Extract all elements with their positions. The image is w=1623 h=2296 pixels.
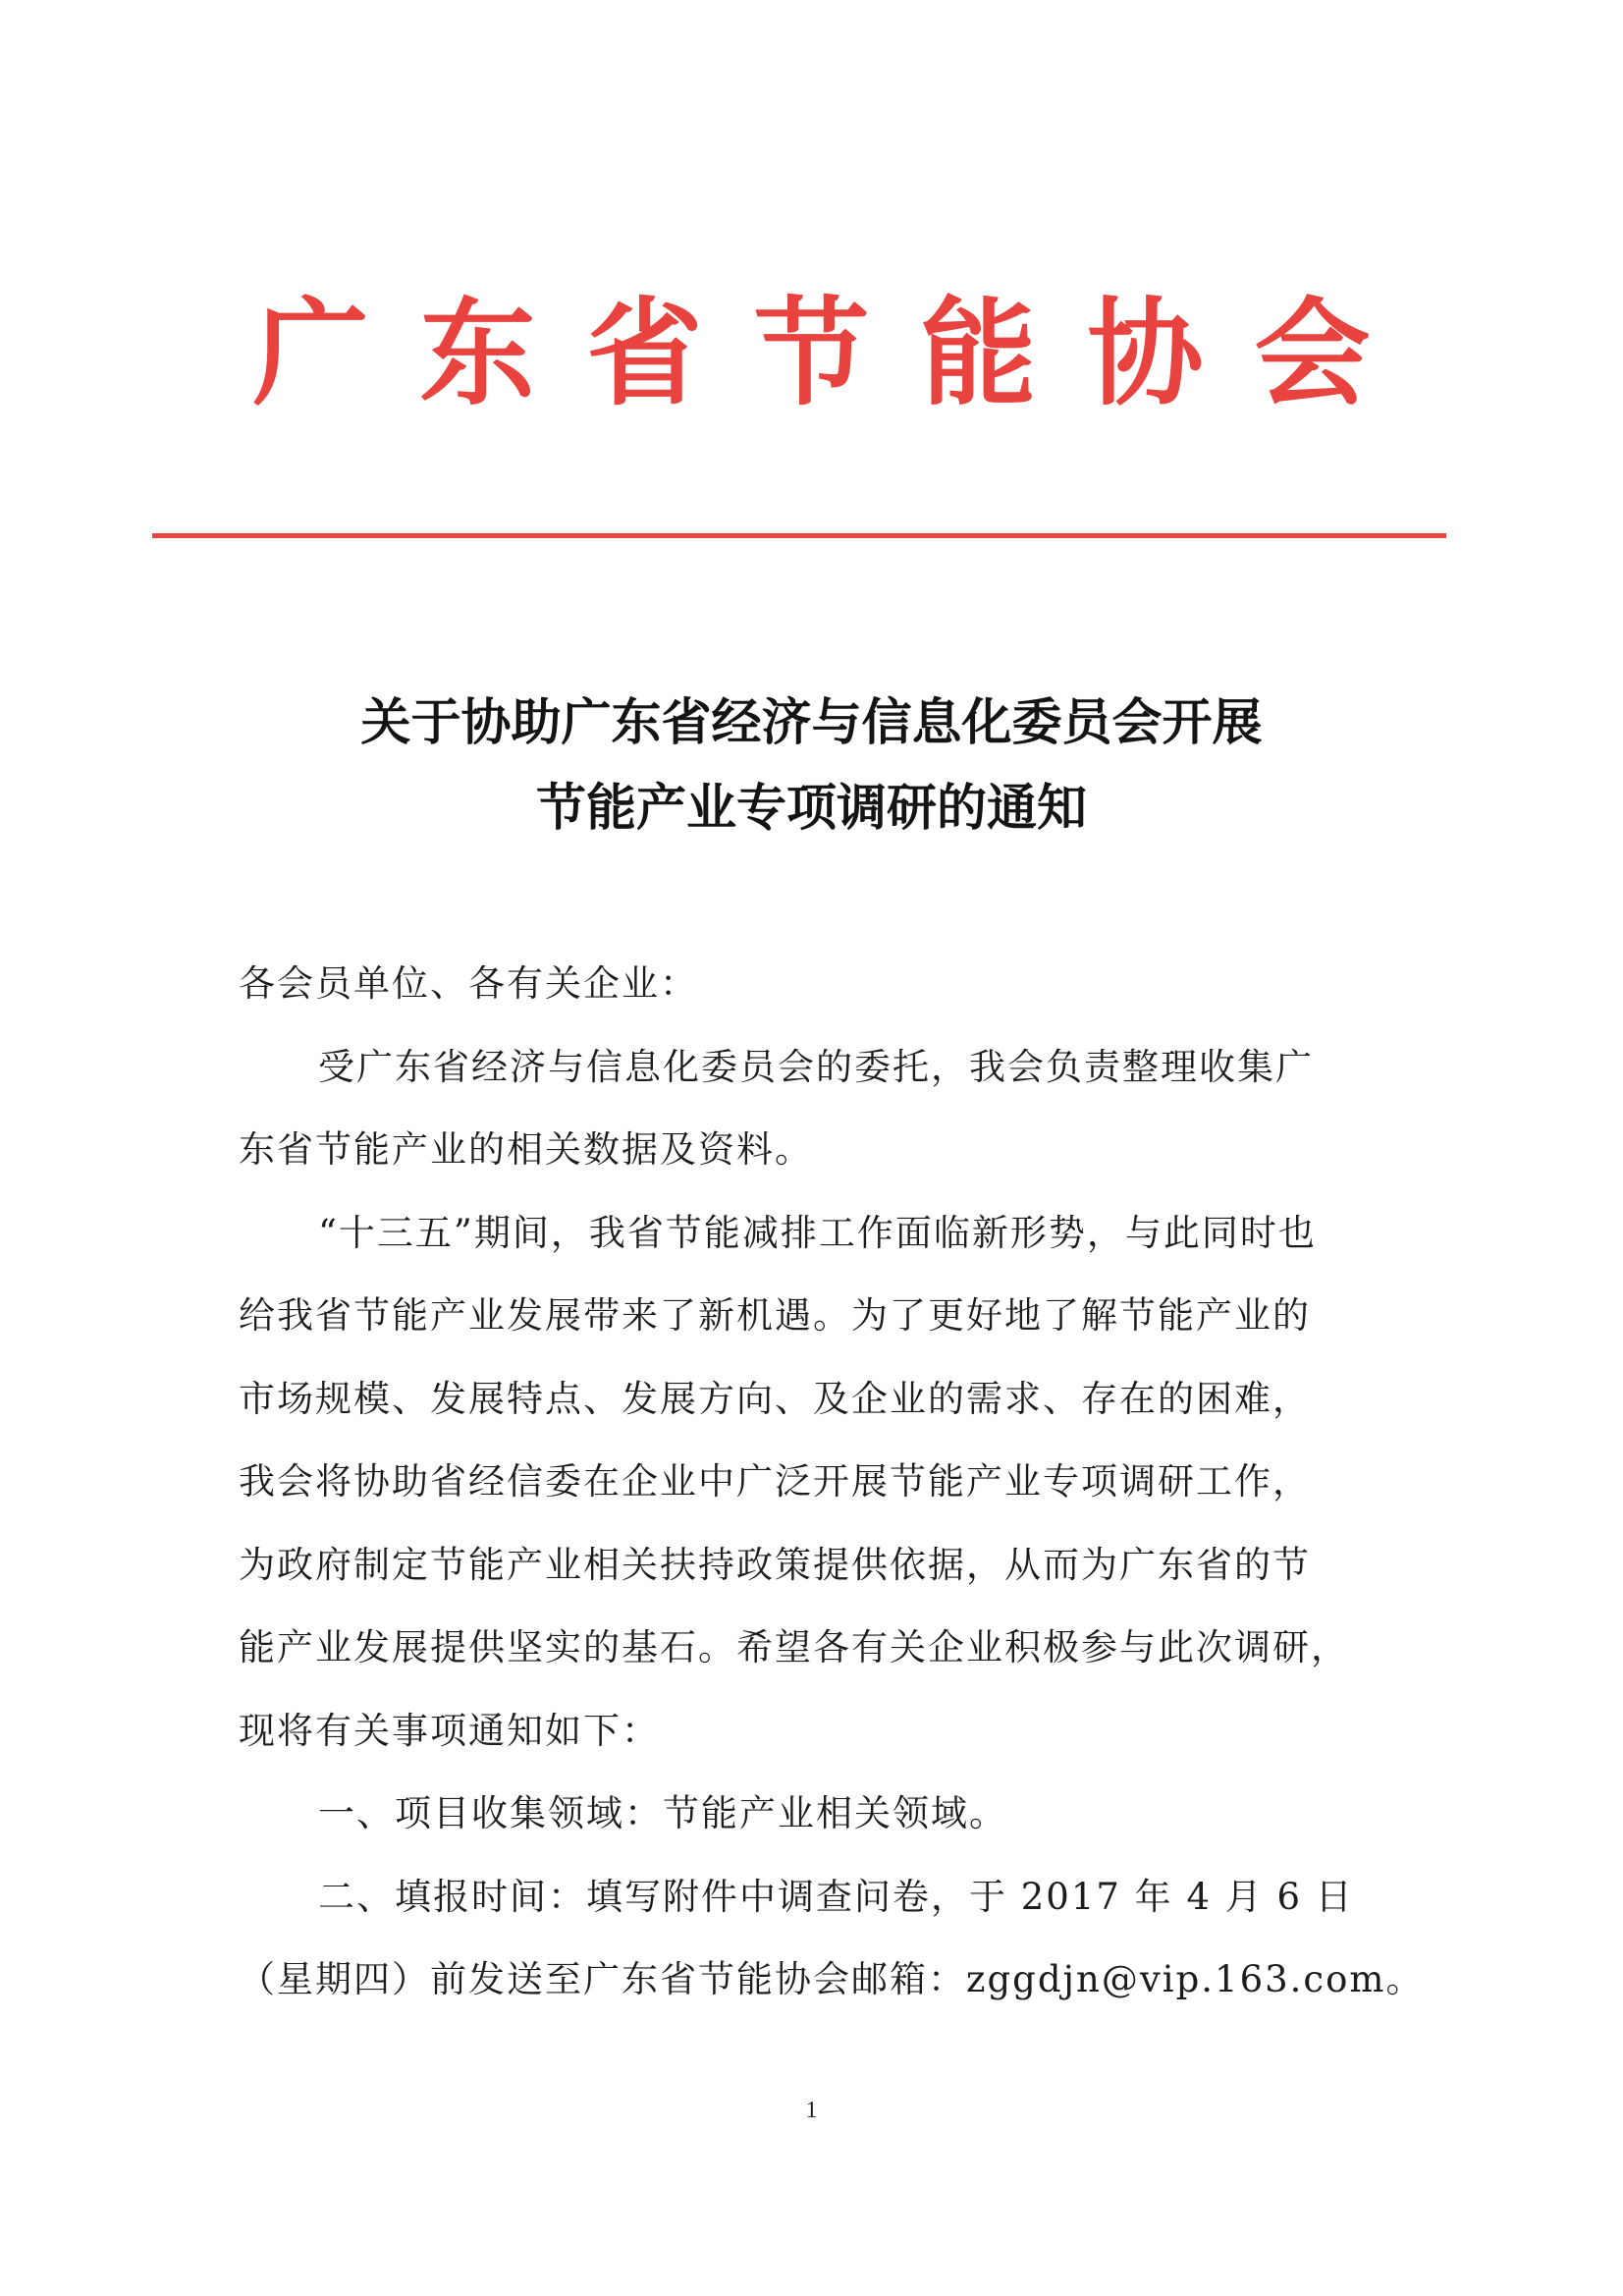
notice-title-line-1: 关于协助广东省经济与信息化委员会开展 bbox=[360, 694, 1263, 752]
body-line: （星期四）前发送至广东省节能协会邮箱：zggdjn@vip.163.com。 bbox=[239, 1958, 1425, 2000]
item-collection-field: 一、项目收集领域：节能产业相关领域。 bbox=[318, 1792, 1007, 1834]
item-submission-time: 二、填报时间：填写附件中调查问卷，于 2017 年 4 月 6 日 bbox=[318, 1876, 1354, 1918]
body-line: 能产业发展提供坚实的基石。希望各有关企业积极参与此次调研， bbox=[239, 1626, 1349, 1668]
body-line: 东省节能产业的相关数据及资料。 bbox=[239, 1128, 813, 1171]
organization-header: 广东省节能协会 bbox=[252, 285, 1422, 421]
body-line: “十三五”期间，我省节能减排工作面临新形势，与此同时也 bbox=[318, 1212, 1317, 1254]
page-number: 1 bbox=[805, 2098, 818, 2123]
body-line: 给我省节能产业发展带来了新机遇。为了更好地了解节能产业的 bbox=[239, 1294, 1311, 1337]
body-line: 市场规模、发展特点、发展方向、及企业的需求、存在的困难， bbox=[239, 1378, 1311, 1420]
body-line: 我会将协助省经信委在企业中广泛开展节能产业专项调研工作， bbox=[239, 1460, 1311, 1503]
salutation: 各会员单位、各有关企业： bbox=[239, 962, 698, 1005]
red-divider-line bbox=[152, 533, 1446, 538]
notice-title-line-2: 节能产业专项调研的通知 bbox=[535, 780, 1087, 838]
body-line: 为政府制定节能产业相关扶持政策提供依据，从而为广东省的节 bbox=[239, 1544, 1311, 1586]
body-line: 现将有关事项通知如下： bbox=[239, 1710, 660, 1752]
body-line: 受广东省经济与信息化委员会的委托，我会负责整理收集广 bbox=[318, 1046, 1314, 1088]
